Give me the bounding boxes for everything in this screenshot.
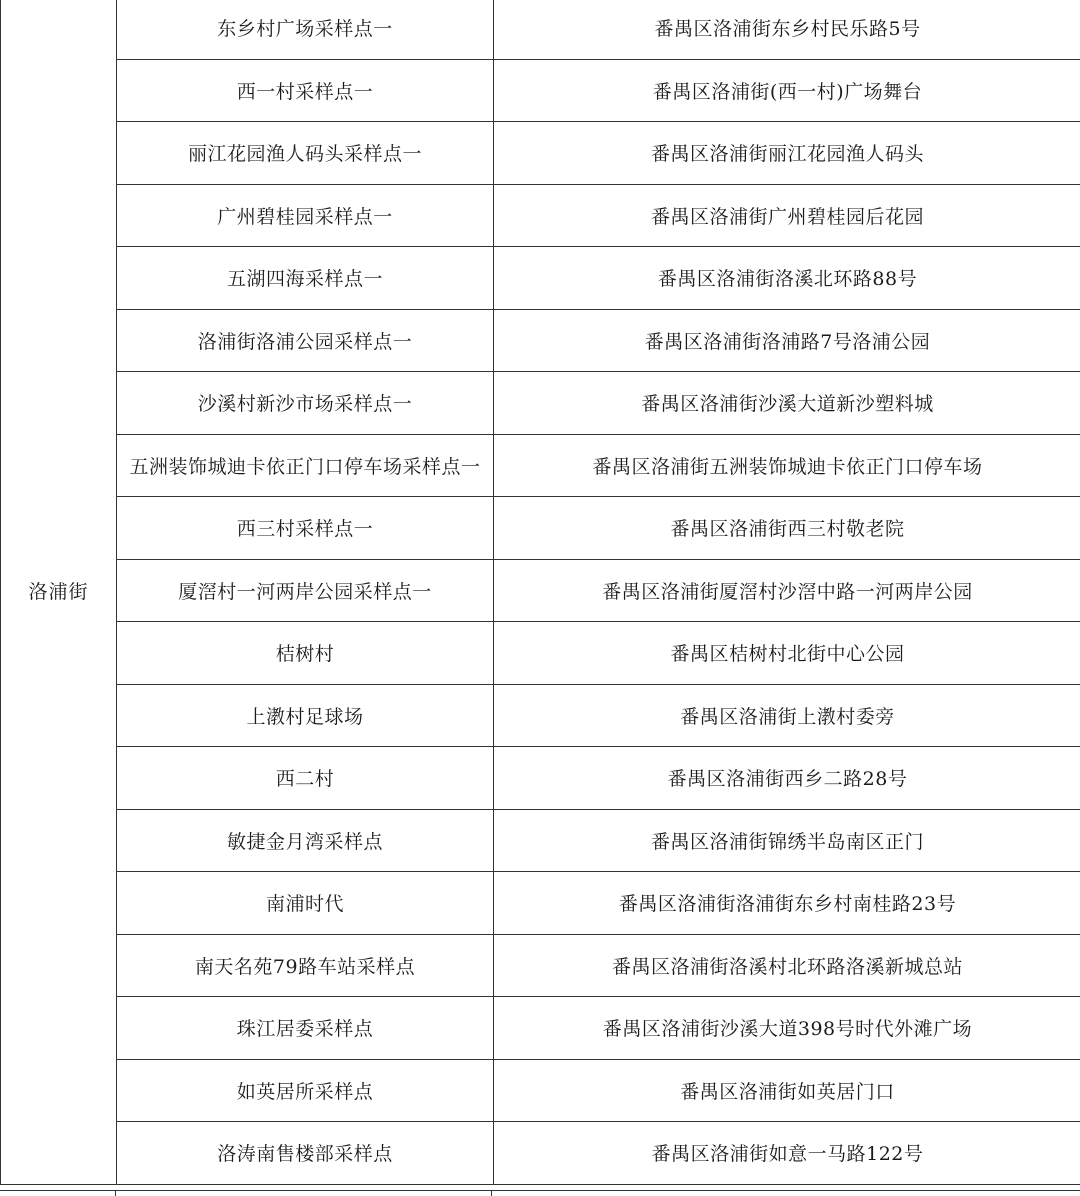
site-address-cell: 番禺区洛浦街五洲装饰城迪卡依正门口停车场 — [494, 434, 1080, 497]
site-address-cell: 番禺区洛浦街东乡村民乐路5号 — [494, 0, 1080, 59]
table-body — [1, 0, 1080, 1184]
site-address-cell: 番禺区洛浦街洛浦街东乡村南桂路23号 — [494, 872, 1080, 935]
table-row — [1, 309, 1080, 372]
table-row — [1, 622, 1080, 685]
table-row — [1, 59, 1080, 122]
site-address-cell: 番禺区洛浦街沙溪大道398号时代外滩广场 — [494, 997, 1080, 1060]
site-address-cell: 番禺区洛浦街沙溪大道新沙塑料城 — [494, 372, 1080, 435]
site-name-cell: 敏捷金月湾采样点 — [117, 809, 494, 872]
site-address-cell: 番禺区桔树村北街中心公园 — [494, 622, 1080, 685]
site-name-cell: 上漖村足球场 — [117, 684, 494, 747]
table-row — [1, 247, 1080, 310]
site-address-cell: 番禺区洛浦街洛溪北环路88号 — [494, 247, 1080, 310]
site-name-cell: 洛浦街洛浦公园采样点一 — [117, 309, 494, 372]
site-name-cell: 广州碧桂园采样点一 — [117, 184, 494, 247]
site-address-cell: 番禺区洛浦街(西一村)广场舞台 — [494, 59, 1080, 122]
site-name-cell: 珠江居委采样点 — [117, 997, 494, 1060]
district-cell: 洛浦街 — [1, 0, 117, 1184]
site-address-cell: 番禺区洛浦街洛浦路7号洛浦公园 — [494, 309, 1080, 372]
site-name-cell: 南浦时代 — [117, 872, 494, 935]
table-row — [1, 997, 1080, 1060]
table-row — [1, 809, 1080, 872]
site-address-cell: 番禺区洛浦街上漖村委旁 — [494, 684, 1080, 747]
site-name-cell: 丽江花园渔人码头采样点一 — [117, 122, 494, 185]
table-row — [1, 747, 1080, 810]
next-row-divider — [115, 1190, 116, 1196]
table-row — [1, 372, 1080, 435]
next-row-border — [0, 1190, 1080, 1191]
site-name-cell: 五洲装饰城迪卡依正门口停车场采样点一 — [117, 434, 494, 497]
site-name-cell: 沙溪村新沙市场采样点一 — [117, 372, 494, 435]
site-name-cell: 南天名苑79路车站采样点 — [117, 934, 494, 997]
table-row — [1, 0, 1080, 59]
site-name-cell: 桔树村 — [117, 622, 494, 685]
table-row — [1, 434, 1080, 497]
table-row — [1, 934, 1080, 997]
site-name-cell: 洛涛南售楼部采样点 — [117, 1122, 494, 1185]
site-name-cell: 东乡村广场采样点一 — [117, 0, 494, 59]
site-address-cell: 番禺区洛浦街如英居门口 — [494, 1059, 1080, 1122]
table-row — [1, 1122, 1080, 1185]
table-row — [1, 872, 1080, 935]
site-address-cell: 番禺区洛浦街厦滘村沙滘中路一河两岸公园 — [494, 559, 1080, 622]
site-address-cell: 番禺区洛浦街西三村敬老院 — [494, 497, 1080, 560]
site-address-cell: 番禺区洛浦街丽江花园渔人码头 — [494, 122, 1080, 185]
table-row — [1, 497, 1080, 560]
site-name-cell: 厦滘村一河两岸公园采样点一 — [117, 559, 494, 622]
site-address-cell: 番禺区洛浦街西乡二路28号 — [494, 747, 1080, 810]
table-row — [1, 184, 1080, 247]
site-address-cell: 番禺区洛浦街锦绣半岛南区正门 — [494, 809, 1080, 872]
site-name-cell: 五湖四海采样点一 — [117, 247, 494, 310]
site-name-cell: 西三村采样点一 — [117, 497, 494, 560]
site-name-cell: 西二村 — [117, 747, 494, 810]
table-row — [1, 559, 1080, 622]
site-address-cell: 番禺区洛浦街洛溪村北环路洛溪新城总站 — [494, 934, 1080, 997]
site-name-cell: 西一村采样点一 — [117, 59, 494, 122]
site-name-cell: 如英居所采样点 — [117, 1059, 494, 1122]
table-row — [1, 684, 1080, 747]
table-row — [1, 1059, 1080, 1122]
site-address-cell: 番禺区洛浦街广州碧桂园后花园 — [494, 184, 1080, 247]
next-row-divider — [491, 1190, 492, 1196]
site-address-cell: 番禺区洛浦街如意一马路122号 — [494, 1122, 1080, 1185]
table-row — [1, 122, 1080, 185]
